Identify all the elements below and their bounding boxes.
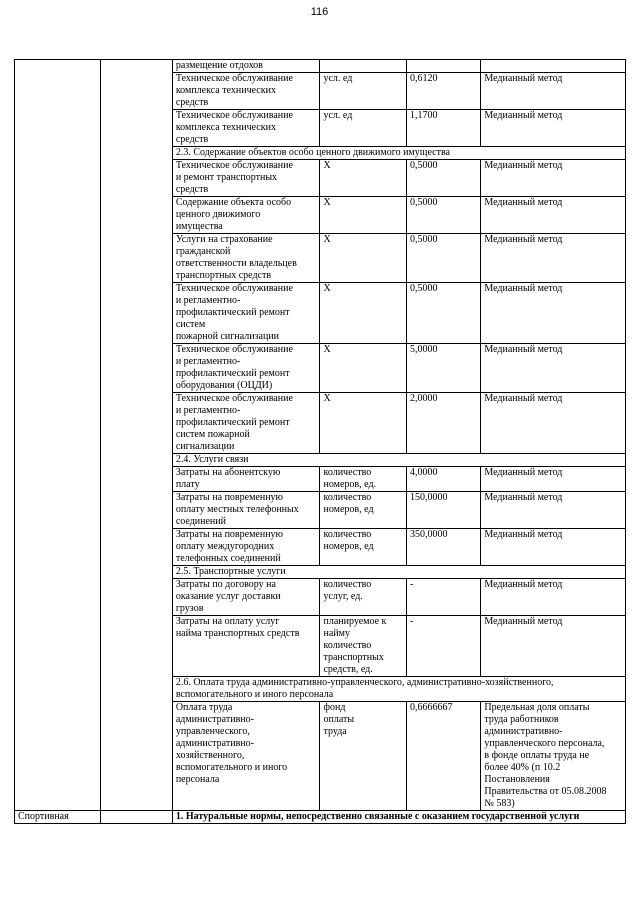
method-cell xyxy=(481,60,626,73)
table-body xyxy=(15,60,626,824)
unit-cell: количество номеров, ед xyxy=(320,492,407,529)
cost-item-name: размещение отдохов xyxy=(172,60,320,73)
unit-cell: количество номеров, ед. xyxy=(320,467,407,492)
method-cell: Медианный метод xyxy=(481,197,626,234)
method-cell: Медианный метод xyxy=(481,344,626,393)
section-heading: 2.6. Оплата труда административно-управленческого, административно-хозяйственного, вспомогательного и иного персонала xyxy=(172,677,625,702)
method-cell: Предельная доля оплаты труда работников административно- управленческого персонала, в фонде оплаты труда не более 40% (п 10.2 Постановления Правительства от 05.08.2008 № 583) xyxy=(481,702,626,811)
unit-cell: Х xyxy=(320,283,407,344)
cost-item-name: Техническое обслуживание и регламентно- профилактический ремонт оборудования (ОЦДИ) xyxy=(172,344,320,393)
cost-item-name: Затраты на повременную оплату местных телефонных соединений xyxy=(172,492,320,529)
page-number: 116 xyxy=(310,6,329,18)
cost-item-name: Затраты на повременную оплату междугородних телефонных соединений xyxy=(172,529,320,566)
unit-cell: количество услуг, ед. xyxy=(320,579,407,616)
norm-value-cell xyxy=(407,60,481,73)
unit-cell: Х xyxy=(320,344,407,393)
section-heading: 2.3. Содержание объектов особо ценного движимого имущества xyxy=(172,147,625,160)
method-cell: Медианный метод xyxy=(481,579,626,616)
norm-value-cell: 0,5000 xyxy=(407,283,481,344)
unit-cell: усл. ед xyxy=(320,110,407,147)
unit-cell: Х xyxy=(320,197,407,234)
section-heading: 2.4. Услуги связи xyxy=(172,454,625,467)
code-cell xyxy=(100,60,172,811)
cost-item-name: Техническое обслуживание и ремонт транспортных средств xyxy=(172,160,320,197)
norm-value-cell: 350,0000 xyxy=(407,529,481,566)
cost-item-name: Техническое обслуживание комплекса технических средств xyxy=(172,73,320,110)
method-cell: Медианный метод xyxy=(481,160,626,197)
category-cell: Спортивная xyxy=(15,811,101,824)
unit-cell: количество номеров, ед xyxy=(320,529,407,566)
code-cell xyxy=(100,811,172,824)
method-cell: Медианный метод xyxy=(481,234,626,283)
norm-value-cell: 0,5000 xyxy=(407,234,481,283)
unit-cell: Х xyxy=(320,393,407,454)
table-row xyxy=(15,60,626,73)
method-cell: Медианный метод xyxy=(481,73,626,110)
unit-cell: фонд оплаты труда xyxy=(320,702,407,811)
cost-item-name: Содержание объекта особо ценного движимого имущества xyxy=(172,197,320,234)
norm-value-cell: 2,0000 xyxy=(407,393,481,454)
category-cell xyxy=(15,60,101,811)
method-cell: Медианный метод xyxy=(481,393,626,454)
method-cell: Медианный метод xyxy=(481,492,626,529)
cost-item-name: Оплата труда административно- управленческого, административно- хозяйственного, вспомогательного и иного персонала xyxy=(172,702,320,811)
norm-value-cell: 0,5000 xyxy=(407,160,481,197)
section-heading: 1. Натуральные нормы, непосредственно связанные с оказанием государственной услуги xyxy=(172,811,625,824)
norm-value-cell: 0,5000 xyxy=(407,197,481,234)
method-cell: Медианный метод xyxy=(481,283,626,344)
norm-value-cell: 1,1700 xyxy=(407,110,481,147)
unit-cell: усл. ед xyxy=(320,73,407,110)
unit-cell: Х xyxy=(320,234,407,283)
table-row xyxy=(15,811,626,824)
norm-value-cell: 0,6666667 xyxy=(407,702,481,811)
cost-item-name: Техническое обслуживание и регламентно- профилактический ремонт систем пожарной сигнализации xyxy=(172,283,320,344)
method-cell: Медианный метод xyxy=(481,467,626,492)
norms-table xyxy=(14,59,626,824)
method-cell: Медианный метод xyxy=(481,616,626,677)
cost-item-name: Техническое обслуживание комплекса технических средств xyxy=(172,110,320,147)
norm-value-cell: 150,0000 xyxy=(407,492,481,529)
method-cell: Медианный метод xyxy=(481,529,626,566)
cost-item-name: Затраты по договору на оказание услуг доставки грузов xyxy=(172,579,320,616)
norm-value-cell: - xyxy=(407,579,481,616)
norm-value-cell: - xyxy=(407,616,481,677)
unit-cell: Х xyxy=(320,160,407,197)
norm-value-cell: 5,0000 xyxy=(407,344,481,393)
norm-value-cell: 4,0000 xyxy=(407,467,481,492)
norm-value-cell: 0,6120 xyxy=(407,73,481,110)
unit-cell: планируемое к найму количество транспортных средств, ед. xyxy=(320,616,407,677)
unit-cell xyxy=(320,60,407,73)
cost-item-name: Техническое обслуживание и регламентно- профилактический ремонт систем пожарной сигнализации xyxy=(172,393,320,454)
method-cell: Медианный метод xyxy=(481,110,626,147)
cost-item-name: Услуги на страхование гражданской ответственности владельцев транспортных средств xyxy=(172,234,320,283)
cost-item-name: Затраты на оплату услуг найма транспортных средств xyxy=(172,616,320,677)
cost-item-name: Затраты на абонентскую плату xyxy=(172,467,320,492)
section-heading: 2.5. Транспортные услуги xyxy=(172,566,625,579)
